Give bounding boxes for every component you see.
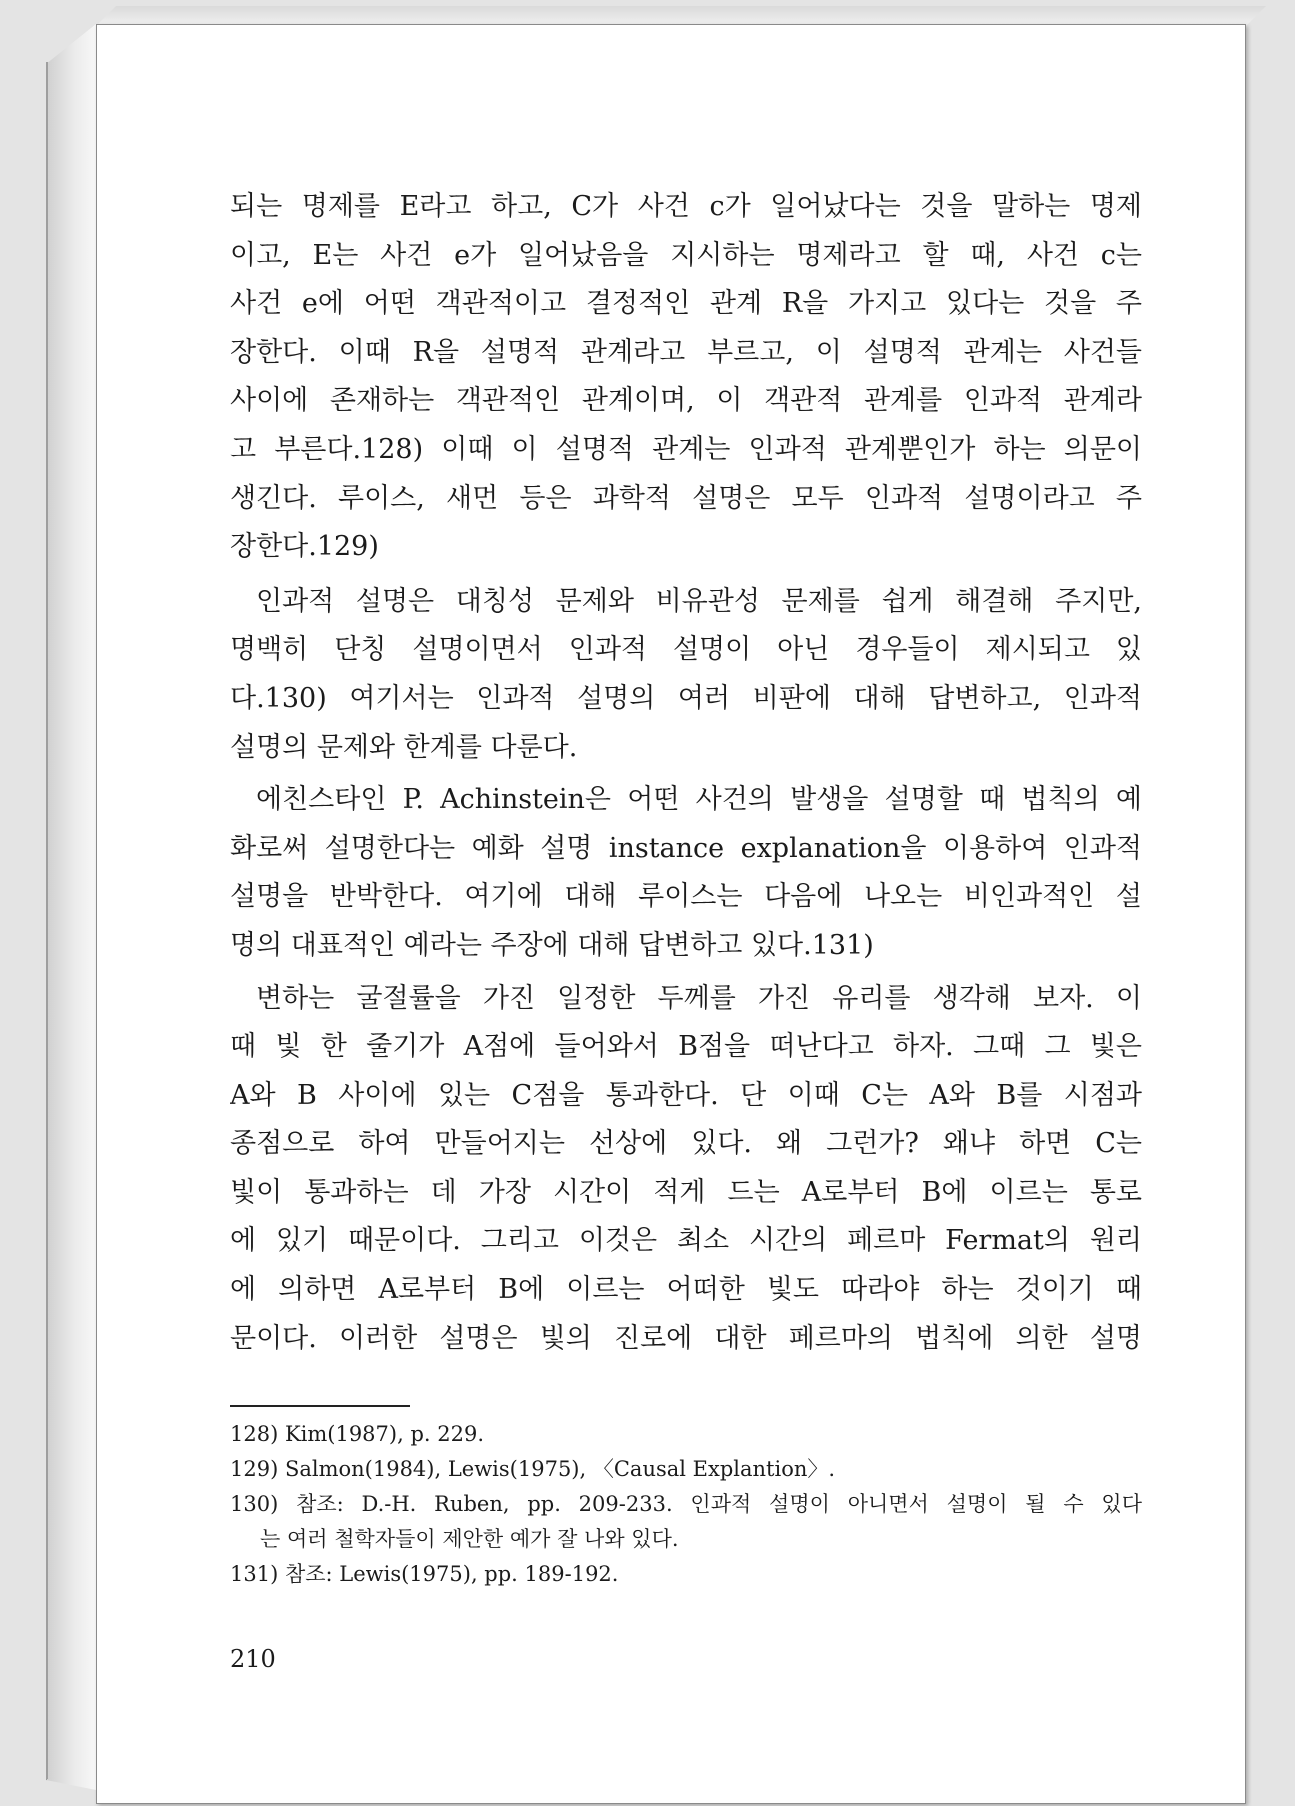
text-line: 설명을 반박한다. 여기에 대해 루이스는 다음에 나오는 비인과적인 설: [230, 881, 1142, 913]
text-line: 에 의하면 A로부터 B에 이르는 어떠한 빛도 따라야 하는 것이기 때: [230, 1274, 1142, 1306]
body-text: [230, 183, 1142, 1363]
text-line: 되는 명제를 E라고 하고, C가 사건 c가 일어났다는 것을 말하는 명제: [230, 191, 1142, 222]
text-line: 고 부른다.128) 이때 이 설명적 관계는 인과적 관계뿐인가 하는 의문이: [230, 433, 1142, 465]
text-line: 생긴다. 루이스, 새먼 등은 과학적 설명은 모두 인과적 설명이라고 주: [230, 482, 1142, 514]
paragraph-1: [230, 183, 1142, 572]
footnote: 128) Kim(1987), p. 229.: [230, 1422, 484, 1446]
text-line: A와 B 사이에 있는 C점을 통과한다. 단 이때 C는 A와 B를 시점과: [230, 1079, 1142, 1111]
text-line: 에친스타인 P. Achinstein은 어떤 사건의 발생을 설명할 때 법칙의 예: [256, 784, 1142, 816]
text-line: 명의 대표적인 예라는 주장에 대해 답변하고 있다.131): [230, 929, 874, 961]
text-line: 변하는 굴절률을 가진 일정한 두께를 가진 유리를 생각해 보자. 이: [256, 982, 1142, 1014]
text-line: 다.130) 여기서는 인과적 설명의 여러 비판에 대해 답변하고, 인과적: [230, 682, 1142, 714]
footnote-continuation: 는 여러 철학자들이 제안한 예가 잘 나와 있다.: [260, 1527, 679, 1551]
footnotes: [230, 1417, 1142, 1592]
text-line: 이고, E는 사건 e가 일어났음을 지시하는 명제라고 할 때, 사건 c는: [230, 239, 1142, 271]
footnote-divider: [230, 1405, 410, 1407]
footnote: 129) Salmon(1984), Lewis(1975), 〈Causal Explantion〉.: [230, 1457, 836, 1481]
paragraph-4: [230, 975, 1142, 1364]
text-line: 종점으로 하여 만들어지는 선상에 있다. 왜 그런가? 왜냐 하면 C는: [230, 1128, 1142, 1160]
book-edge-line: [46, 62, 48, 1779]
text-line: 장한다. 이때 R을 설명적 관계라고 부르고, 이 설명적 관계는 사건들: [230, 336, 1142, 368]
text-line: 인과적 설명은 대칭성 문제와 비유관성 문제를 쉽게 해결해 주지만,: [256, 585, 1142, 617]
book-top-edge: [96, 6, 1266, 26]
text-line: 때 빛 한 줄기가 A점에 들어와서 B점을 떠난다고 하자. 그때 그 빛은: [230, 1031, 1142, 1063]
text-line: 에 있기 때문이다. 그리고 이것은 최소 시간의 페르마 Fermat의 원리: [230, 1225, 1142, 1257]
text-line: 사이에 존재하는 객관적인 관계이며, 이 객관적 관계를 인과적 관계라: [230, 385, 1142, 417]
footnote: 131) 참조: Lewis(1975), pp. 189-192.: [230, 1562, 619, 1586]
text-line: 사건 e에 어떤 객관적이고 결정적인 관계 R을 가지고 있다는 것을 주: [230, 288, 1142, 320]
text-line: 문이다. 이러한 설명은 빛의 진로에 대한 페르마의 법칙에 의한 설명: [230, 1322, 1142, 1354]
footnote: 130) 참조: D.-H. Ruben, pp. 209-233. 인과적 설명이 아니면서 설명이 될 수 있다: [230, 1492, 1142, 1516]
paragraph-3: [230, 776, 1142, 970]
text-line: 명백히 단칭 설명이면서 인과적 설명이 아닌 경우들이 제시되고 있: [230, 634, 1142, 666]
book-page: [96, 24, 1246, 1804]
text-line: 화로써 설명한다는 예화 설명 instance explanation을 이용하여 인과적: [230, 832, 1142, 864]
text-line: 설명의 문제와 한계를 다룬다.: [230, 731, 578, 763]
text-line: 빛이 통과하는 데 가장 시간이 적게 드는 A로부터 B에 이르는 통로: [230, 1176, 1142, 1208]
page-number: 210: [230, 1645, 276, 1673]
paragraph-2: [230, 578, 1142, 772]
text-line: 장한다.129): [230, 531, 379, 563]
book-side-edge: [46, 24, 97, 1790]
